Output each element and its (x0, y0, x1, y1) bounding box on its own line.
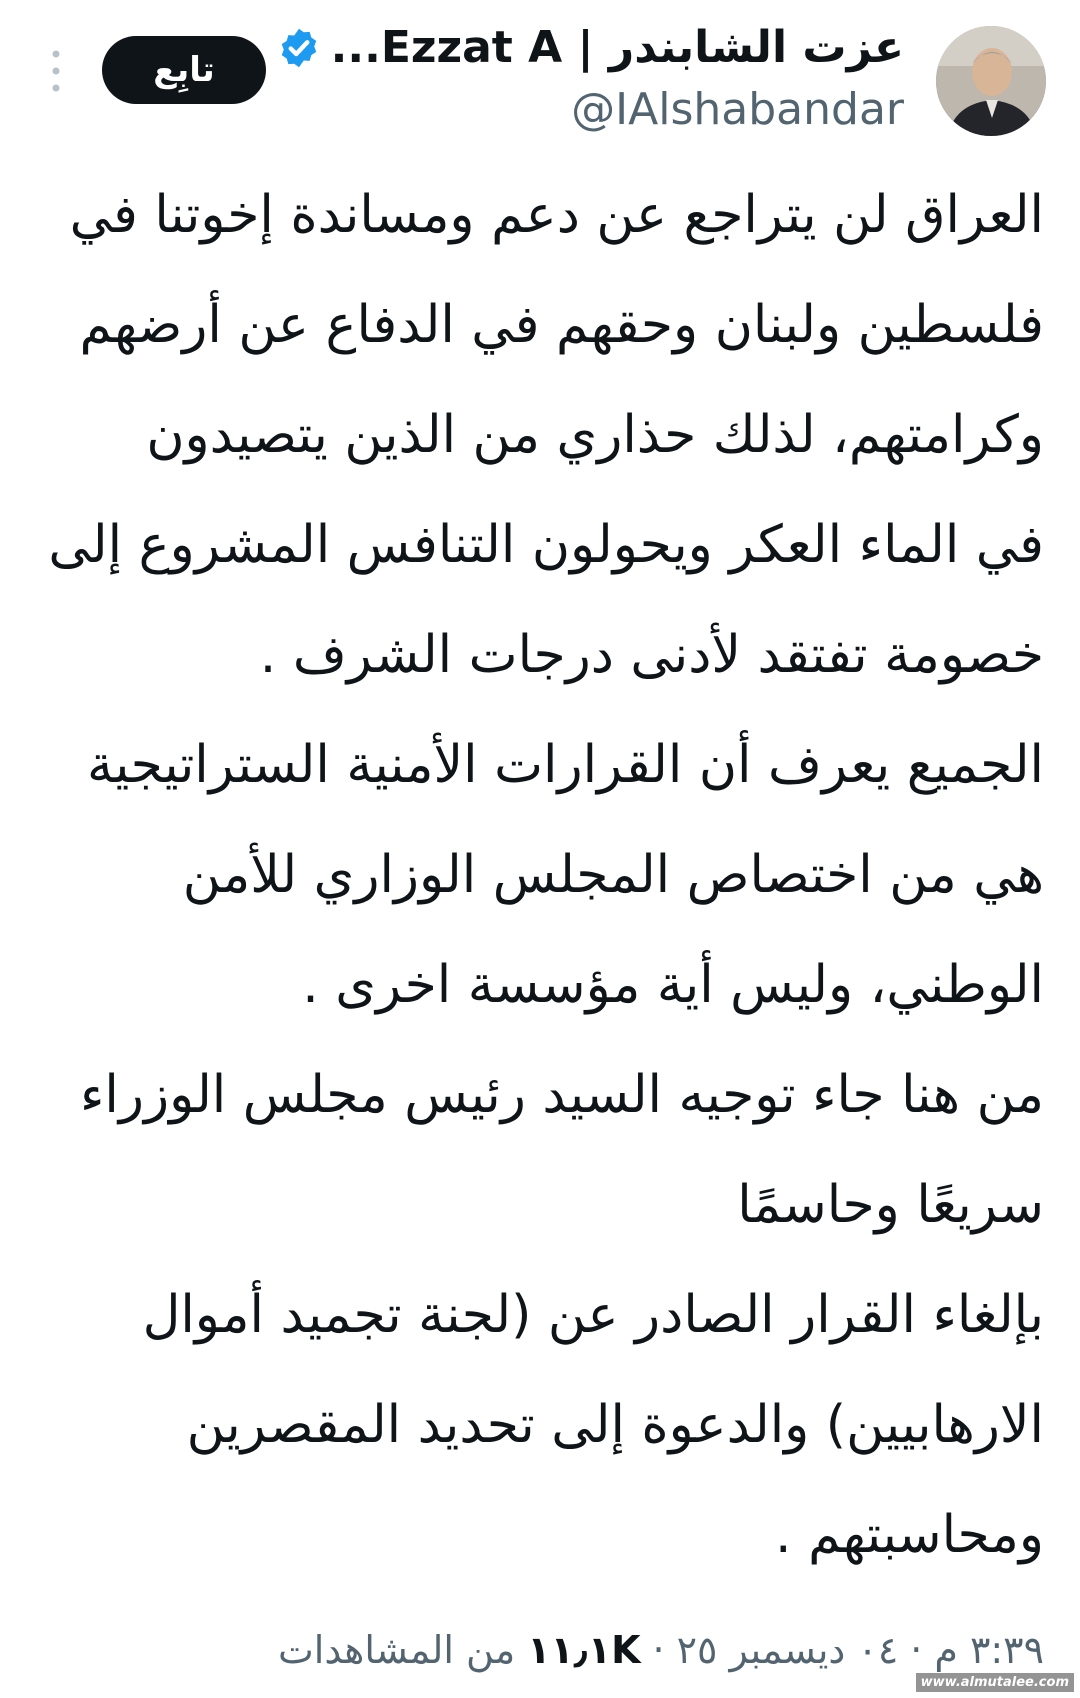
tweet-time[interactable]: ٣:٣٩ م (934, 1628, 1044, 1672)
tweet-line: في الماء العكر ويحولون التنافس المشروع إلى (48, 515, 1044, 575)
tweet-line: بإلغاء القرار الصادر عن (لجنة تجميد أموال (142, 1285, 1044, 1345)
tweet-line: الوطني، وليس أية مؤسسة اخرى . (302, 955, 1044, 1015)
tweet-line: فلسطين ولبنان وحقهم في الدفاع عن أرضهم (79, 295, 1044, 355)
user-handle[interactable]: @IAlshabandar (571, 84, 904, 135)
tweet-date[interactable]: ٠٤ ديسمبر ٢٥ (676, 1628, 899, 1672)
tweet-line: خصومة تفتقد لأدنى درجات الشرف . (259, 625, 1044, 685)
tweet-meta (278, 1620, 1044, 1680)
site-watermark: www.almutalee.com (916, 1673, 1074, 1692)
tweet-text (44, 160, 1044, 1590)
avatar[interactable] (936, 26, 1046, 136)
views-count[interactable]: ١١٫١K (527, 1628, 641, 1672)
verified-badge-icon (277, 26, 321, 70)
display-name[interactable]: عزت الشابندر | Ezzat A... (330, 22, 904, 73)
tweet-line: هي من اختصاص المجلس الوزاري للأمن (182, 845, 1044, 905)
display-name-row[interactable] (277, 20, 904, 76)
tweet-line: سريعًا وحاسمًا (737, 1175, 1044, 1235)
views-label: من المشاهدات (278, 1628, 516, 1672)
tweet-line: وكرامتهم، لذلك حذاري من الذين يتصيدون (146, 405, 1044, 465)
avatar-photo (936, 26, 1046, 136)
follow-button[interactable]: تابِع (102, 36, 266, 104)
tweet-line: من هنا جاء توجيه السيد رئيس مجلس الوزراء (79, 1065, 1044, 1125)
tweet-line: الجميع يعرف أن القرارات الأمنية الستراتيجية (87, 735, 1044, 795)
tweet-line: الارهابيين) والدعوة إلى تحديد المقصرين (186, 1395, 1044, 1455)
tweet-header (0, 0, 1080, 160)
meta-separator: · (652, 1628, 665, 1672)
tweet-line: ومحاسبتهم . (775, 1505, 1044, 1565)
meta-separator: · (910, 1628, 923, 1672)
more-vertical-icon[interactable] (44, 46, 68, 96)
tweet-line: العراق لن يتراجع عن دعم ومساندة إخوتنا في (69, 185, 1044, 245)
